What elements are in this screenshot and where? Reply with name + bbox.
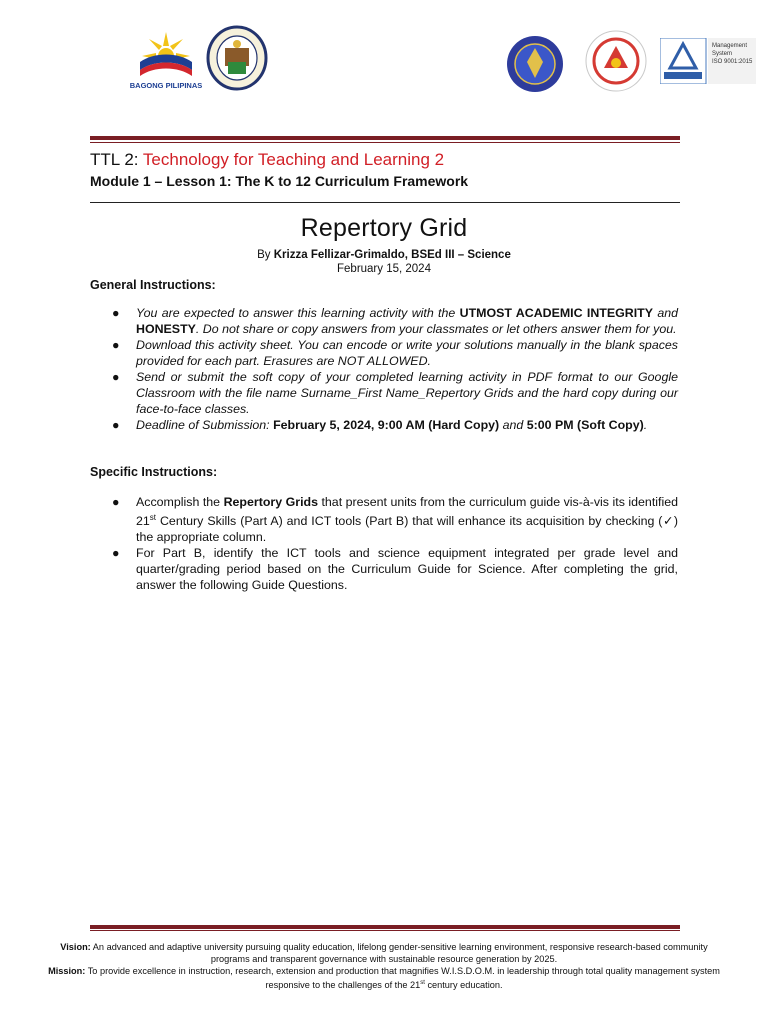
footer-rule-thick: [90, 925, 680, 929]
checkmark-icon: ✓: [662, 514, 674, 529]
module-rule: [90, 202, 680, 203]
course-code: TTL 2:: [90, 150, 139, 169]
by-prefix: By: [257, 249, 271, 261]
list-item: ● Download this activity sheet. You can encode or write your solutions manually in the blank spaces provided for each part. Erasures are NOT ALLOWED.: [112, 338, 678, 368]
tuv-rheinland-iso-logo: [660, 38, 756, 84]
specific-instructions-heading: Specific Instructions:: [90, 465, 218, 479]
list-item: ● Accomplish the Repertory Grids that present units from the curriculum guide vis-à-vis its identified 21st Century Skills (Part A) and ICT tools (Part B) that will enhance its acquisition by checking (✓) the appropriate column.: [112, 495, 679, 545]
bagong-pilipinas-logo: [130, 30, 202, 92]
general-instructions-list: [110, 305, 678, 433]
course-title: Technology for Teaching and Learning 2: [142, 150, 445, 169]
bagong-pilipinas-caption: BAGONG PILIPINAS: [130, 81, 202, 90]
list-item: ● For Part B, identify the ICT tools and science equipment integrated per grade level and quarter/grading period based on the Curriculum Guide for Science. After completing the grid, answer the following Guide Questions.: [112, 546, 678, 593]
byline: [0, 249, 768, 261]
general-instructions-heading: General Instructions:: [90, 278, 216, 292]
course-heading: [90, 150, 444, 170]
document-date: February 15, 2024: [337, 263, 431, 275]
list-item: ● Send or submit the soft copy of your completed learning activity in PDF format to our Google Classroom with the file name Surname_First Name_Repertory Grids and the hard copy during our face-to-face classes.: [112, 370, 678, 416]
document-title: Repertory Grid: [300, 214, 468, 242]
iso-line-2: System: [712, 51, 733, 57]
specific-instructions-list: [110, 494, 678, 593]
header-rule-thin: [90, 142, 680, 143]
module-heading: Module 1 – Lesson 1: The K to 12 Curriculum Framework: [90, 173, 469, 189]
footer-vision-mission: [40, 941, 728, 991]
vision-statement: Vision: An advanced and adaptive university pursuing quality education, lifelong gender-sensitive learning environment, responsive research-based community programs and transparent governance with sustainable resource generation by 2025.: [60, 942, 708, 964]
header-rule-thick: [90, 136, 680, 140]
state-college-seal-logo: [205, 24, 269, 92]
list-item: ● Deadline of Submission: February 5, 2024, 9:00 AM (Hard Copy) and 5:00 PM (Soft Copy).: [112, 418, 648, 432]
philippine-quality-award-logo: [584, 28, 648, 94]
list-item: ● You are expected to answer this learning activity with the UTMOST ACADEMIC INTEGRITY and HONESTY. Do not share or copy answers from your classmates or let others answer them for you.: [112, 306, 679, 336]
iso-line-1: Management: [712, 43, 748, 49]
commission-seal-logo: [505, 34, 565, 94]
author-name: Krizza Fellizar-Grimaldo, BSEd III – Science: [273, 249, 511, 261]
iso-line-3: ISO 9001:2015: [712, 59, 753, 65]
mission-statement: Mission: To provide excellence in instruction, research, extension and production that magnifies W.I.S.D.O.M. in leadership through total quality management system responsive to the challenges of the 21st century education.: [48, 966, 720, 991]
footer-rule-thin: [90, 930, 680, 931]
